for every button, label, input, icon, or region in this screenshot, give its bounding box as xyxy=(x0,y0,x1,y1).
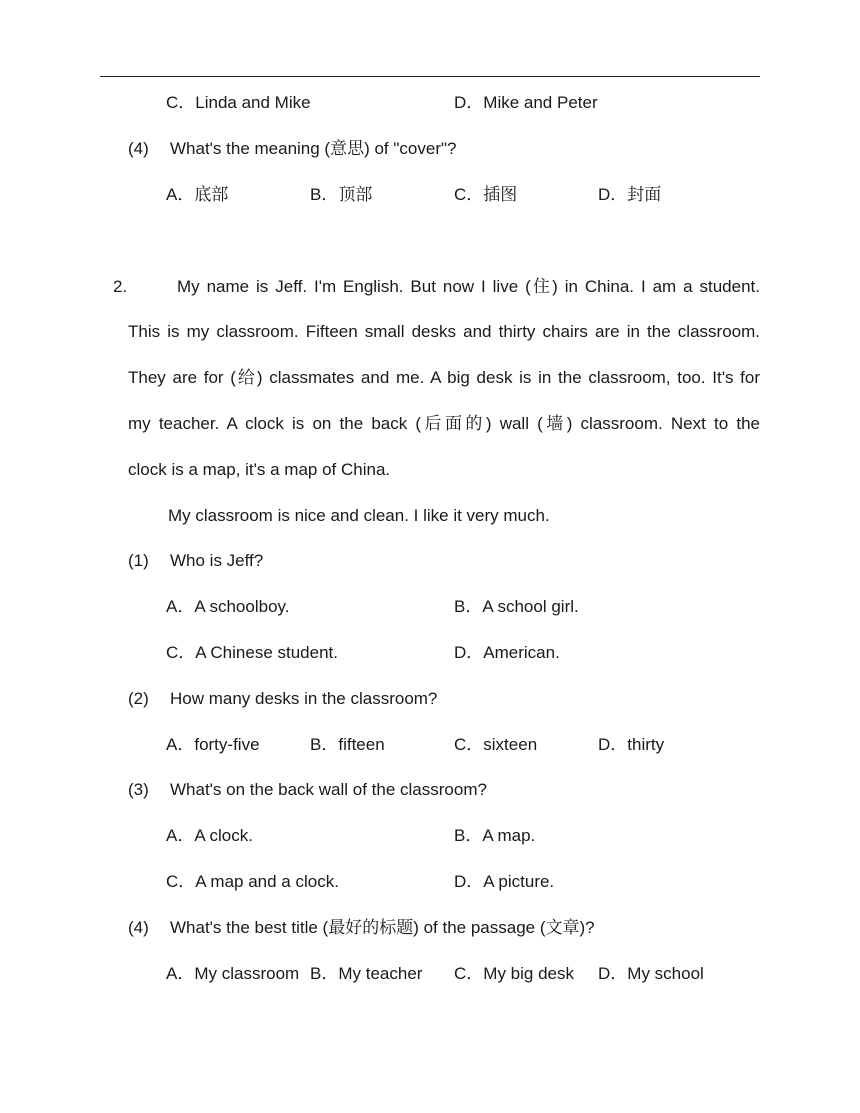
option-text: sixteen xyxy=(483,735,538,754)
option-text: A schoolboy. xyxy=(194,597,290,616)
option-text: 顶部 xyxy=(338,185,373,204)
q2-2-option-b[interactable] xyxy=(310,734,385,756)
passage-number: 2. xyxy=(113,277,128,296)
option-letter: D． xyxy=(598,735,628,754)
option-letter: D． xyxy=(598,964,628,983)
q1-option-c[interactable] xyxy=(166,92,311,114)
passage-line-1: My name is Jeff. I'm English. But now I live (住) in China. I am a student. xyxy=(177,277,760,296)
question-number: (2) xyxy=(128,689,149,708)
option-text: My school xyxy=(627,964,704,983)
header-rule xyxy=(100,76,760,77)
option-text: My teacher xyxy=(338,964,423,983)
q2-2-option-c[interactable] xyxy=(454,734,537,756)
passage-paragraph-2: My classroom is nice and clean. I like it very much. xyxy=(168,506,550,525)
question-number: (1) xyxy=(128,551,149,570)
q2-3-option-d[interactable] xyxy=(454,871,554,893)
option-letter: B． xyxy=(454,826,483,845)
q1-4-option-b[interactable] xyxy=(310,184,372,206)
option-text: A clock. xyxy=(194,826,253,845)
option-text: 底部 xyxy=(194,185,229,204)
q2-4-option-d[interactable] xyxy=(598,963,704,985)
option-text: Mike and Peter xyxy=(483,93,598,112)
option-letter: C． xyxy=(166,93,196,112)
option-letter: C． xyxy=(166,872,196,891)
option-letter: C． xyxy=(454,185,484,204)
q2-4-option-b[interactable] xyxy=(310,963,422,985)
option-letter: A． xyxy=(166,826,195,845)
option-text: 封面 xyxy=(627,185,662,204)
option-letter: C． xyxy=(454,964,484,983)
passage-line-3: They are for (给) classmates and me. A big desk is in the classroom, too. It's for xyxy=(128,368,760,387)
q1-4-text: What's the meaning (意思) of "cover"? xyxy=(170,139,457,158)
q2-4-option-a[interactable] xyxy=(166,963,299,985)
option-letter: A． xyxy=(166,735,195,754)
option-letter: B． xyxy=(310,185,339,204)
passage-line-4: my teacher. A clock is on the back (后面的) wall (墙) classroom. Next to the xyxy=(128,414,760,433)
q1-4-option-a[interactable] xyxy=(166,184,228,206)
option-letter: B． xyxy=(310,735,339,754)
option-text: fifteen xyxy=(338,735,385,754)
option-text: A Chinese student. xyxy=(195,643,338,662)
option-letter: D． xyxy=(454,643,484,662)
option-letter: A． xyxy=(166,964,195,983)
option-letter: D． xyxy=(598,185,628,204)
option-text: thirty xyxy=(627,735,665,754)
option-text: Linda and Mike xyxy=(195,93,311,112)
question-number: (4) xyxy=(128,918,149,937)
option-text: My big desk xyxy=(483,964,574,983)
passage-line-5: clock is a map, it's a map of China. xyxy=(128,460,391,479)
option-text: A map and a clock. xyxy=(195,872,339,891)
q2-3-option-b[interactable] xyxy=(454,825,535,847)
passage-line-2: This is my classroom. Fifteen small desks and thirty chairs are in the classroom. xyxy=(128,322,760,341)
q1-option-d[interactable] xyxy=(454,92,598,114)
option-text: My classroom xyxy=(194,964,300,983)
option-letter: C． xyxy=(166,643,196,662)
question-text: Who is Jeff? xyxy=(170,551,264,570)
option-text: A map. xyxy=(482,826,536,845)
option-text: A school girl. xyxy=(482,597,579,616)
q2-3-option-c[interactable] xyxy=(166,871,339,893)
q2-1-option-b[interactable] xyxy=(454,596,579,618)
option-letter: B． xyxy=(454,597,483,616)
option-letter: A． xyxy=(166,185,195,204)
question-text: What's the best title (最好的标题) of the passage (文章)? xyxy=(170,918,595,937)
question-number: (3) xyxy=(128,780,149,799)
option-text: American. xyxy=(483,643,560,662)
question-text: What's on the back wall of the classroom? xyxy=(170,780,487,799)
q2-2-option-d[interactable] xyxy=(598,734,664,756)
q2-1-option-c[interactable] xyxy=(166,642,338,664)
option-text: A picture. xyxy=(483,872,555,891)
q1-4-option-c[interactable] xyxy=(454,184,517,206)
q1-4-number: (4) xyxy=(128,139,149,158)
option-letter: D． xyxy=(454,93,484,112)
option-text: 插图 xyxy=(483,185,518,204)
q2-2-option-a[interactable] xyxy=(166,734,260,756)
q1-4-option-d[interactable] xyxy=(598,184,661,206)
question-text: How many desks in the classroom? xyxy=(170,689,438,708)
q2-1-option-a[interactable] xyxy=(166,596,289,618)
option-letter: C． xyxy=(454,735,484,754)
option-text: forty-five xyxy=(194,735,260,754)
option-letter: B． xyxy=(310,964,339,983)
option-letter: D． xyxy=(454,872,484,891)
q2-1-option-d[interactable] xyxy=(454,642,560,664)
option-letter: A． xyxy=(166,597,195,616)
q2-3-option-a[interactable] xyxy=(166,825,253,847)
q2-4-option-c[interactable] xyxy=(454,963,574,985)
